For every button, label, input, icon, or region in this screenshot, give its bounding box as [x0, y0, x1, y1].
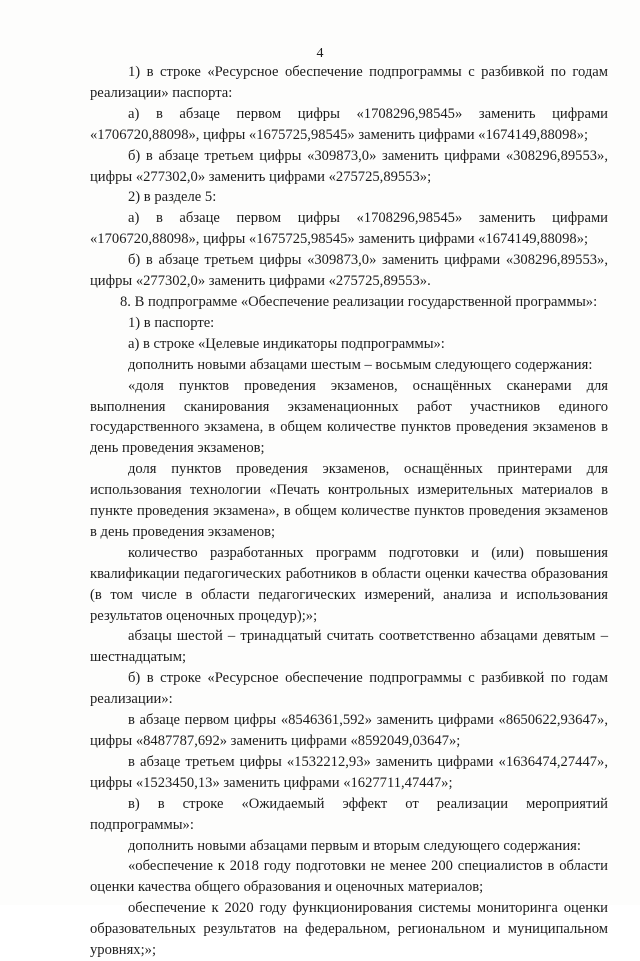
paragraph: б) в строке «Ресурсное обеспечение подпрограммы с разбивкой по годам реализации»:	[90, 670, 608, 708]
paragraph: а) в строке «Целевые индикаторы подпрограммы»:	[128, 335, 445, 352]
paragraph: доля пунктов проведения экзаменов, оснащённых принтерами для использования технологии «Печать контрольных измерительных материалов в пункте проведения экзамена», в общем количестве пунктов проведения экзаменов в день проведения экзаменов;	[90, 461, 608, 540]
paragraph: а) в абзаце первом цифры «1708296,98545» заменить цифрами «1706720,88098», цифры «1675725,98545» заменить цифрами «1674149,88098»;	[90, 105, 608, 143]
paragraph: «доля пунктов проведения экзаменов, оснащённых сканерами для выполнения сканирования экзаменационных работ участников единого государственного экзамена, в общем количестве пунктов проведения экзаменов в день проведения экзаменов;	[90, 377, 608, 457]
paragraph: в абзаце первом цифры «8546361,592» заменить цифрами «8650622,93647», цифры «8487787,692» заменить цифрами «8592049,03647»;	[90, 712, 608, 749]
paragraph: 8. В подпрограмме «Обеспечение реализации государственной программы»:	[120, 293, 598, 310]
paragraph: в) в строке «Ожидаемый эффект от реализации мероприятий подпрограммы»:	[90, 795, 608, 833]
document-body	[90, 62, 608, 961]
paragraph: дополнить новыми абзацами шестым – восьмым следующего содержания:	[128, 356, 593, 373]
paragraph: количество разработанных программ подготовки и (или) повышения квалификации педагогических работников в области оценки качества образования (в том числе в области педагогических измерений, анализа и использования результатов оценочных процедур);»;	[90, 544, 608, 624]
page-number: 4	[316, 46, 324, 61]
paragraph: абзацы шестой – тринадцатый считать соответственно абзацами девятым – шестнадцатым;	[90, 628, 608, 666]
paragraph: 2) в разделе 5:	[128, 189, 217, 206]
paragraph: обеспечение к 2020 году функционирования системы мониторинга оценки образовательных результатов на федеральном, региональном и муниципальном уровнях;»;	[90, 900, 608, 959]
paragraph: 1) в паспорте:	[128, 314, 215, 331]
paragraph: а) в абзаце первом цифры «1708296,98545» заменить цифрами «1706720,88098», цифры «1675725,98545» заменить цифрами «1674149,88098»;	[90, 210, 608, 248]
paragraph: 1) в строке «Ресурсное обеспечение подпрограммы с разбивкой по годам реализации» паспорта:	[90, 64, 608, 101]
paragraph: б) в абзаце третьем цифры «309873,0» заменить цифрами «308296,89553», цифры «277302,0» заменить цифрами «275725,89553»;	[90, 147, 608, 185]
paragraph: «обеспечение к 2018 году подготовки не менее 200 специалистов в области оценки качества общего образования и оценочных материалов;	[90, 858, 608, 896]
paragraph: в абзаце третьем цифры «1532212,93» заменить цифрами «1636474,27447», цифры «1523450,13» заменить цифрами «1627711,47447»;	[90, 753, 608, 791]
paragraph: б) в абзаце третьем цифры «309873,0» заменить цифрами «308296,89553», цифры «277302,0» заменить цифрами «275725,89553».	[90, 252, 608, 290]
paragraph: дополнить новыми абзацами первым и вторым следующего содержания:	[128, 837, 581, 854]
